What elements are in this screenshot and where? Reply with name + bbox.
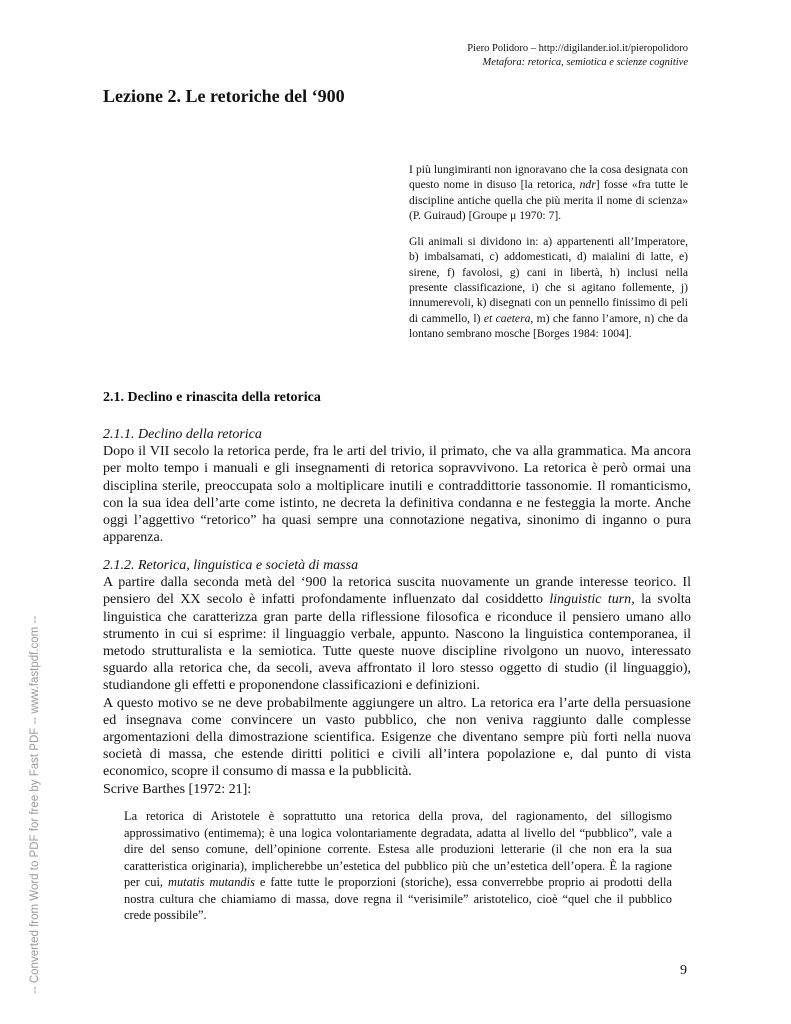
section-heading: 2.1. Declino e rinascita della retorica bbox=[103, 390, 321, 405]
page-title: Lezione 2. Le retoriche del ‘900 bbox=[103, 86, 345, 106]
quote-paragraph bbox=[124, 808, 672, 924]
subsection-heading: 2.1.1. Declino della retorica bbox=[103, 427, 262, 442]
body-paragraph: A questo motivo se ne deve probabilmente aggiungere un altro. La retorica era l’arte della persuasione ed insegnava come convincere un vasto pubblico, che non veniva raggiunto dalle complesse argomentazioni della dimostrazione scientifica. Esigenze che diventano sempre più forti nella nuova società di massa, che estende diritti politici e civili all’intera popolazione e, dal punto di vista economico, scopre il consumo di massa e la pubblicità. bbox=[103, 695, 691, 780]
body-paragraph: Scrive Barthes [1972: 21]: bbox=[103, 781, 252, 797]
quote-text: La retorica di Aristotele è soprattutto una retorica della prova, del ragionamento, del sillogismo approssimativo (entimema); è una logica volontariamente degradata, adatta al livello del “pubblico”, vale a dire del senso comune, dell’opinione corrente. Estesa alle produzioni letterarie (il che non era la sua caratteristica originaria), implicherebbe un’estetica del pubblico più che un’estetica dell’opera. È la ragione per cui, bbox=[124, 809, 672, 889]
subsection-declino bbox=[103, 426, 691, 546]
block-quote bbox=[124, 808, 672, 924]
epigraph-italic: ndr bbox=[579, 178, 596, 192]
subsection-heading: 2.1.2. Retorica, linguistica e società di massa bbox=[103, 558, 359, 573]
epigraph-italic: et caetera bbox=[483, 311, 531, 325]
body-text: , la svolta linguistica che caratterizza gran parte della riflessione filosofica e riconduce il pensiero umano allo strumento in cui si esprime: il linguaggio verbale, appunto. Nascono la linguistica contemporanea, il metodo strutturalista e la semiotica. Tutte queste nuove discipline rivolgono un nuovo, interessato sguardo alla retorica che, da secoli, aveva affrontato il loro stesso oggetto di studio (il linguaggio), studiandone gli effetti e proponendone classificazioni e definizioni. bbox=[103, 592, 691, 694]
epigraph-guiraud bbox=[409, 162, 688, 223]
header-author-line: Piero Polidoro – http://digilander.iol.it/pieropolidoro bbox=[467, 43, 688, 54]
epigraph-borges bbox=[409, 234, 688, 341]
quote-italic: mutatis mutandis bbox=[168, 875, 255, 889]
body-paragraph: Dopo il VII secolo la retorica perde, fra le arti del trivio, il primato, che va alla grammatica. Ma ancora per molto tempo i manuali e gli insegnamenti di retorica sopravvivono. La retorica è però ormai una disciplina sterile, preoccupata solo a moltiplicare inutili e contraddittorie tassonomie. Il romanticismo, con la sua idea dell’arte come istinto, ne decreta la definitiva condanna e ne festeggia la morte. Anche oggi l’aggettivo “retorico” ha quasi sempre una connotazione negativa, sinonimo di inganno o pura apparenza. bbox=[103, 444, 691, 546]
epigraph-text: , m) che fanno l’amore, n) che da lontano sembrano mosche [Borges 1984: 1004]. bbox=[409, 311, 688, 340]
watermark: -- Converted from Word to PDF for free by Fast PDF -- www.fastpdf.com -- bbox=[29, 615, 41, 994]
running-header bbox=[467, 42, 688, 70]
page-number: 9 bbox=[680, 963, 687, 978]
body-text: A partire dalla seconda metà del ‘900 la retorica suscita nuovamente un grande interesse teorico. Il pensiero del XX secolo è infatti profondamente influenzato dal cosiddetto bbox=[103, 575, 691, 608]
epigraph-text: I più lungimiranti non ignoravano che la cosa designata con questo nome in disuso [la retorica, bbox=[409, 163, 688, 192]
epigraph-text: Gli animali si dividono in: a) appartenenti all’Imperatore, b) imbalsamati, c) addomesticati, d) maialini di latte, e) sirene, f) favolosi, g) cani in libertà, h) inclusi nella presente classificazione, i) che si agitano follemente, j) innumerevoli, k) disegnati con un pennello finissimo di peli di cammello, l) bbox=[409, 235, 688, 325]
epigraphs bbox=[409, 162, 688, 352]
subsection-retorica-linguistica bbox=[103, 557, 691, 798]
body-italic: linguistic turn bbox=[549, 592, 632, 608]
quote-text: e fatte tutte le proporzioni (storiche), essa converrebbe proprio ai prodotti della nostra cultura che chiamiamo di massa, dove regna il “verisimile” aristotelico, cioè “quel che il pubblico crede possibile”. bbox=[124, 875, 672, 922]
header-subtitle: Metafora: retorica, semiotica e scienze cognitive bbox=[482, 57, 688, 68]
body-paragraph bbox=[103, 574, 691, 694]
epigraph-text: ] fosse «fra tutte le discipline antiche quella che più merita il nome di scienza» (P. Guiraud) [Groupe μ 1970: 7]. bbox=[409, 178, 688, 222]
